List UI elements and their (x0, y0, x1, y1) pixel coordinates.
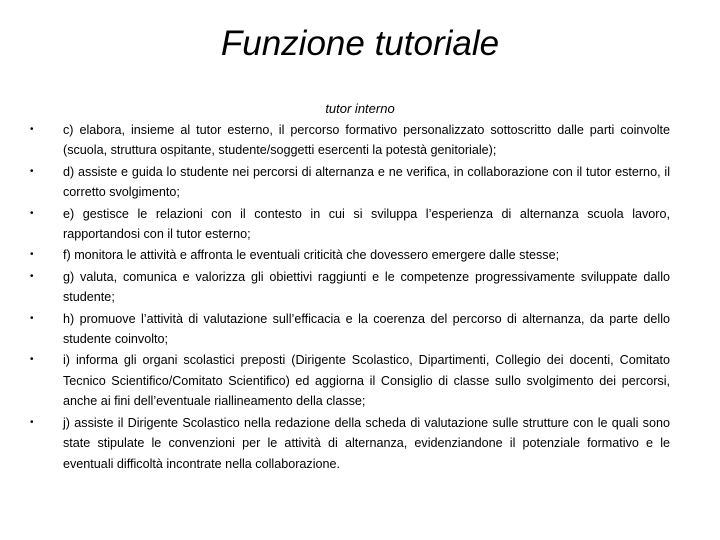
list-item (30, 120, 670, 161)
bullet-icon: • (30, 312, 34, 324)
list-item-text: i) informa gli organi scolastici preposti (Dirigente Scolastico, Dipartimenti, Collegio dei docenti, Comitato Tecnico Scientifico/Comitato Scientifico) ed aggiorna il Consiglio di classe sullo svolgimento dei percorsi, anche ai fini dell’eventuale riallineamento della classe; (63, 353, 670, 409)
list-item (30, 309, 670, 350)
bullet-list (30, 120, 670, 475)
bullet-icon: • (30, 270, 34, 282)
list-item (30, 162, 670, 203)
list-item-text: e) gestisce le relazioni con il contesto in cui si sviluppa l’esperienza di alternanza scuola lavoro, rapportandosi con il tutor esterno; (63, 206, 670, 242)
bullet-icon: • (30, 249, 34, 261)
bullet-icon: • (30, 165, 34, 177)
bullet-icon: • (30, 416, 34, 428)
bullet-icon: • (30, 354, 34, 366)
list-item (30, 267, 670, 308)
list-item-text: d) assiste e guida lo studente nei percorsi di alternanza e ne verifica, in collaborazione con il tutor esterno, il corretto svolgimento; (63, 164, 670, 200)
bullet-icon: • (30, 207, 34, 219)
list-item (30, 204, 670, 245)
list-item-text: h) promuove l’attività di valutazione sull’efficacia e la coerenza del percorso di alternanza, da parte dello studente coinvolto; (63, 311, 670, 347)
list-item (30, 413, 670, 474)
list-item (30, 350, 670, 411)
list-item-text: c) elabora, insieme al tutor esterno, il percorso formativo personalizzato sottoscritto dalle parti coinvolte (scuola, struttura ospitante, studente/soggetti esercenti la potestà genitoriale); (63, 123, 670, 158)
slide-title: Funzione tutoriale (220, 24, 500, 63)
bullet-icon: • (30, 124, 34, 135)
list-item-text: f) monitora le attività e affronta le eventuali criticità che dovessero emergere dalle stesse; (63, 248, 560, 263)
list-item-text: g) valuta, comunica e valorizza gli obiettivi raggiunti e le competenze progressivamente sviluppate dallo studente; (63, 269, 670, 305)
slide-subtitle: tutor interno (325, 101, 395, 116)
list-item-text: j) assiste il Dirigente Scolastico nella redazione della scheda di valutazione sulle strutture con le quali sono state stipulate le convenzioni per le attività di alternanza, evidenziandone il potenziale formativo e le eventuali difficoltà incontrate nella collaborazione. (63, 415, 670, 471)
list-item (30, 245, 670, 265)
